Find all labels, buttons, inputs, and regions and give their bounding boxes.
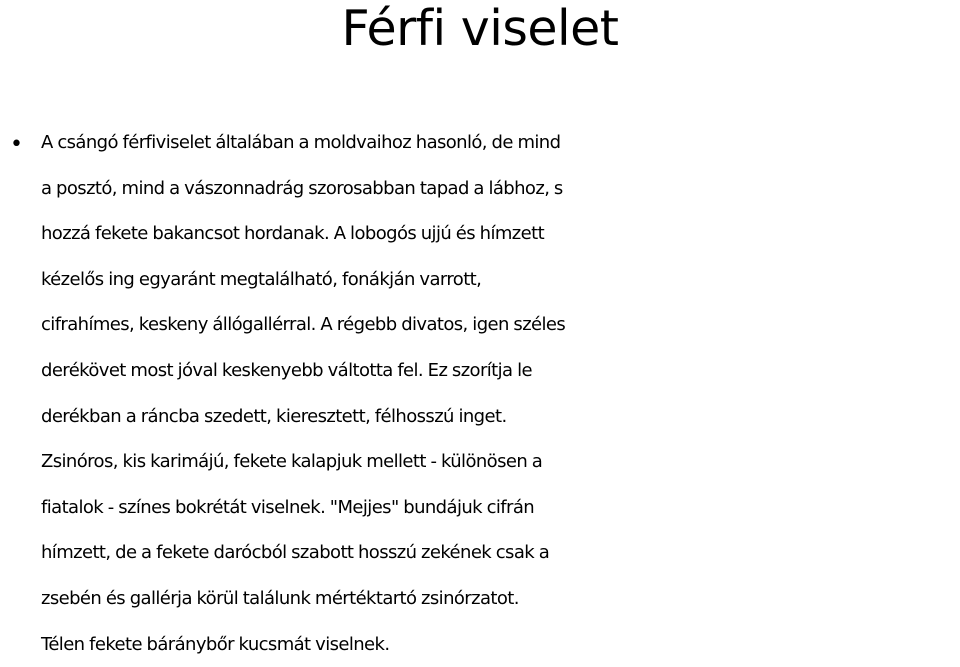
- text-line: cifrahímes, keskeny állógallérral. A régebb divatos, igen széles: [41, 314, 566, 336]
- text-line: A csángó férfiviselet általában a moldvaihoz hasonló, de mind: [41, 132, 561, 153]
- text-line: fiatalok - színes bokrétát viselnek. "Mejjes" bundájuk cifrán: [41, 496, 535, 518]
- text-line: derékban a ráncba szedett, kieresztett, félhosszú inget.: [41, 405, 507, 427]
- bullet-marker: •: [10, 132, 23, 157]
- text-line: hímzett, de a fekete darócból szabott hosszú zekének csak a: [41, 542, 550, 564]
- bullet-list: [0, 120, 960, 667]
- text-line: zsebén és gallérja körül találunk mértéktartó zsinórzatot.: [41, 587, 519, 609]
- text-line: Zsinóros, kis karimájú, fekete kalapjuk mellett - különösen a: [41, 451, 543, 473]
- bullet-text: [41, 120, 956, 667]
- bullet-item: [0, 120, 960, 667]
- text-line: hozzá fekete bakancsot hordanak. A lobogós ujjú és hímzett: [41, 223, 545, 245]
- text-line: kézelős ing egyaránt megtalálható, fonákján varrott,: [41, 268, 482, 290]
- text-line: a posztó, mind a vászonnadrág szorosabban tapad a lábhoz, s: [41, 177, 563, 199]
- text-line: derékövet most jóval keskenyebb váltotta fel. Ez szorítja le: [41, 359, 532, 381]
- slide-title: Férfi viselet: [341, 0, 619, 57]
- text-line: Télen fekete báránybőr kucsmát viselnek.: [41, 633, 390, 655]
